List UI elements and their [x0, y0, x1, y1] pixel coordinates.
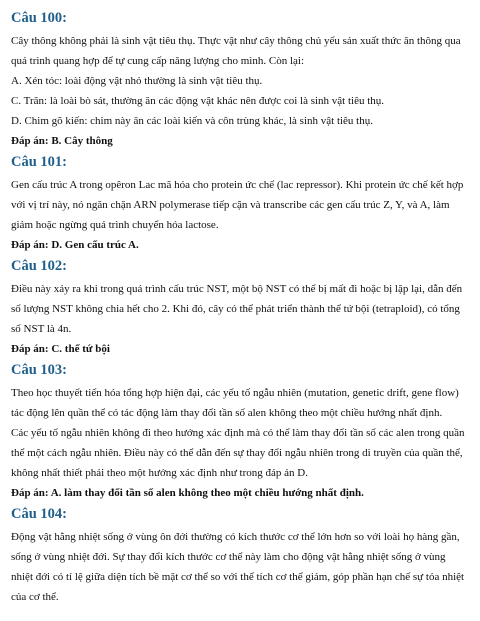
question-paragraph: Gen cấu trúc A trong opêron Lac mã hóa cho protein ức chế (lac repressor). Khi protein ức chế kết hợp với vị trí này, nó ngăn chặn ARN polymerase tiếp cận và transcribe các gen cấu trúc Z, Y, và A, làm giảm hoặc ngừng quá trình chuyển hóa lactose.: [11, 179, 464, 231]
question-paragraph: Động vật hằng nhiệt sống ở vùng ôn đới thường có kích thước cơ thể lớn hơn so với loài họ hàng gần, sống ở vùng nhiệt đới. Sự thay đổi kích thước cơ thể này làm cho động vật hằng nhiệt sống ở vùng nhiệt đới có tỉ lệ giữa diện tích bề mặt cơ thể so với thể tích cơ thể giảm, góp phần hạn chế sự tỏa nhiệt của cơ thể.: [11, 531, 465, 603]
question-paragraph: Các yếu tố ngẫu nhiên không đi theo hướng xác định mà có thể làm thay đổi tần số các alen trong quần thể một cách ngẫu nhiên. Điều này có thể dẫn đến sự thay đổi ngẫu nhiên trong di truyền của quần thể, không nhất thiết phải theo một hướng xác định như trong đáp án D.: [11, 427, 465, 479]
question-101: [11, 154, 470, 255]
question-paragraph: Theo học thuyết tiến hóa tổng hợp hiện đại, các yếu tố ngẫu nhiên (mutation, genetic drift, gene flow) tác động lên quần thể có tác động làm thay đổi tần số alen không theo một chiều hướng nhất định.: [11, 387, 459, 419]
answer-line: Đáp án: C. thể tứ bội: [11, 343, 110, 355]
question-title: Câu 104:: [11, 506, 67, 522]
question-title: Câu 102:: [11, 258, 67, 274]
answer-line: Đáp án: D. Gen cấu trúc A.: [11, 239, 139, 251]
option-d: D. Chim gõ kiến: chim này ăn các loài kiến và côn trùng khác, là sinh vật tiêu thụ.: [11, 115, 373, 127]
answer-line: Đáp án: A. làm thay đổi tần số alen không theo một chiều hướng nhất định.: [11, 487, 364, 499]
option-c: C. Trăn: là loài bò sát, thường ăn các động vật khác nên được coi là sinh vật tiêu thụ.: [11, 95, 385, 107]
question-title: Câu 103:: [11, 362, 67, 378]
question-paragraph: Điều này xảy ra khi trong quá trình cấu trúc NST, một bộ NST có thể bị mất đi hoặc bị lặp lại, dẫn đến số lượng NST không chia hết cho 2. Khi đó, cây có thể phát triển thành thể tứ bội (tetraploid), có tổng số NST là 4n.: [11, 283, 463, 335]
answer-line: Đáp án: B. Cây thông: [11, 135, 113, 147]
question-102: [11, 258, 470, 359]
question-paragraph: Cây thông không phải là sinh vật tiêu thụ. Thực vật như cây thông chủ yếu sản xuất thức ăn thông qua quá trình quang hợp để tự cung cấp năng lượng cho mình. Còn lại:: [11, 35, 461, 67]
question-103: [11, 362, 470, 503]
question-title: Câu 101:: [11, 154, 67, 170]
question-100: [11, 10, 470, 151]
option-a: A. Xén tóc: loài động vật nhỏ thường là sinh vật tiêu thụ.: [11, 75, 263, 87]
question-title: Câu 100:: [11, 10, 67, 26]
question-104: [11, 506, 470, 607]
